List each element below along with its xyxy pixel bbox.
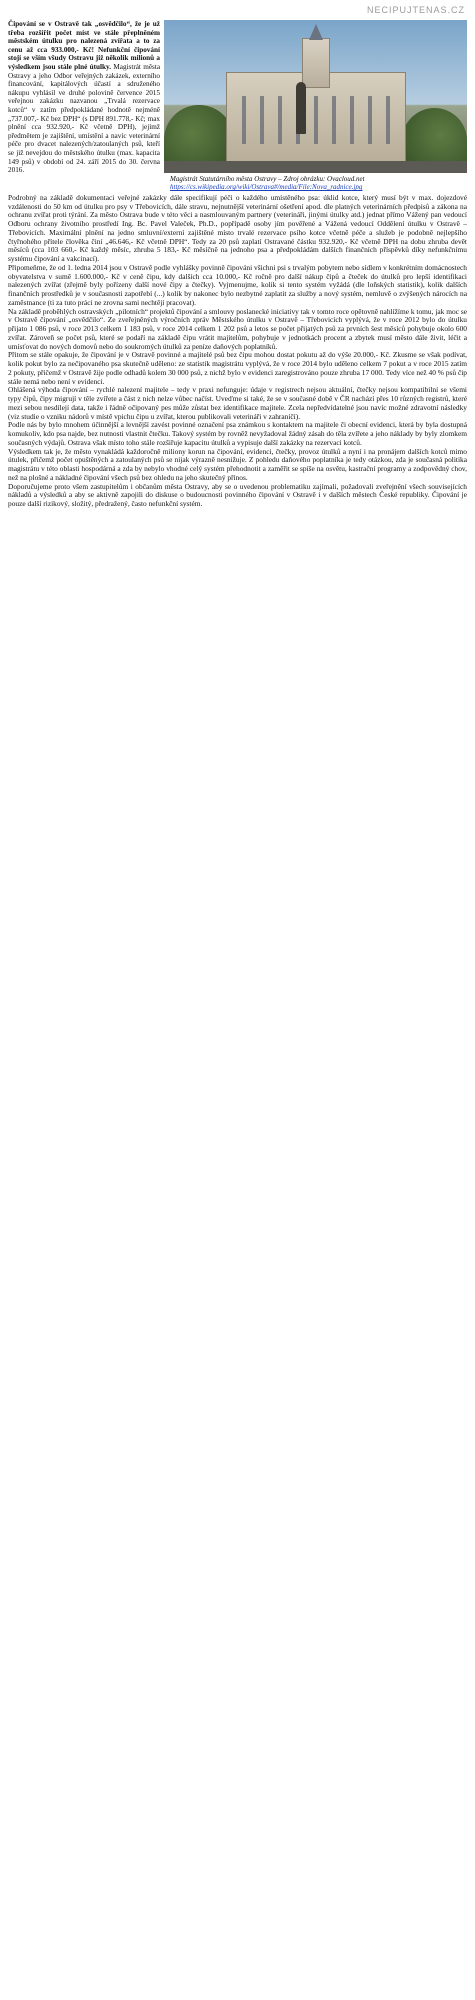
site-header bbox=[0, 0, 475, 20]
paragraph: Přitom se stále opakuje, že čipování je v Ostravě povinné a majitelé psů bez čipu mohou dostat pokutu až do výše 20.000,- Kč. Zkusme se však podívat, kolik pokut bylo za nečipovaného psa skutečně uděleno: ze statistik magistrátu vyplývá, že v roce 2014 bylo uděleno celkem 7 pokut a v roce 2015 zatím 2 pokuty, přičemž v Ostravě žije podle odhadů kolem 30 000 psů, z nichž bylo v evidenci zaregistrováno pouze zhruba 17 000. Tedy více než 40 % psů čip stále nemá nebo není v evidenci. bbox=[8, 350, 467, 386]
paragraph: Na základě proběhlých ostravských „pilotních“ projektů čipování a smlouvy poslanecké iniciativy tak v tomto roce opětovně nahlížíme k tomu, jak moc se v Ostravě čipování „osvědčilo“. Ze zveřejněných výročních zpráv Městského útulku v Ostravě – Třebovicích vyplývá, že v roce 2012 bylo do útulku přijato 1 086 psů, v roce 2013 celkem 1 183 psů, v roce 2014 celkem 1 202 psů a letos se počet přijatých psů za prvních šest měsíců pohybuje okolo 600 zvířat. Zároveň se počet psů, které se podaří na základě čipu vrátit majitelům, pohybuje v jednotkách procent a zbytek musí město dále živit, léčit a umísťovat do nových domovů nebo do soukromých útulků za peníze daňových poplatníků. bbox=[8, 306, 467, 351]
city-hall-photo bbox=[164, 20, 467, 173]
figure bbox=[164, 20, 467, 192]
paragraph: Podle nás by bylo mnohem účinnější a levnější zavést povinné označení psa známkou s kontaktem na majitele či obecní evidenci, která by byla dostupná komukoliv, kdo psa najde, bez nutnosti vlastnit čtečku. Takový systém by rovněž nevyžadoval žádný zásah do těla zvířete a jeho náklady by byly zlomkem současných výdajů. Ostrava však místo toho stále rozšiřuje kapacitu útulků a vypisuje další zakázky na rezervaci kotců. bbox=[8, 420, 467, 447]
caption-text: Magistrát Statutárního města Ostravy – Zdroj obrázku: Ovacloud.net bbox=[170, 175, 365, 183]
article-body bbox=[8, 194, 467, 509]
article-intro bbox=[8, 20, 160, 192]
road bbox=[164, 161, 467, 173]
statue bbox=[296, 82, 306, 134]
site-logo[interactable]: NECIPUJTENAS.CZ bbox=[366, 5, 465, 15]
article bbox=[8, 20, 467, 509]
article-intro-text: Magistrát města Ostravy a jeho Odbor veřejných zakázek, externího financování, kapitálových účastí a sdruženého nákupu vyhlásil ve druhé polovině července 2015 veřejnou zakázku nazvanou „Trvalá rezervace kotců“ v zatím předpokládané hodnotě nejméně „737.007,- Kč bez DPH“ (s DPH 891.778,- Kč; max plnění cca 932.920,- Kč včetně DPH), jejímž předmětem je zajištění, umístění a navíc veterinární péče pro dvacet nalezených/zatoulaných psů, kteří se již nevejdou do městského útulku (max. kapacita 149 psů) v období od 24. září 2015 do 30. června 2016. bbox=[8, 62, 161, 175]
article-intro-bold: Čipování se v Ostravě tak „osvědčilo“, že je už třeba rozšířit počet míst ve stále přeplněném městském útulku pro nalezená zvířata a to za cenu až cca 933.000,- Kč! Nefunkční čipování stojí se vším všudy Ostravu již několik milionů a výsledkem jsou stále plné útulky. bbox=[8, 20, 160, 71]
photo-caption bbox=[164, 173, 467, 192]
article-top bbox=[8, 20, 467, 192]
paragraph: Ohlášená výhoda čipování – rychlé nalezení majitele – tedy v praxi nefunguje: údaje v registrech nejsou aktuální, čtečky nejsou kompatibilní se všemi typy čipů, čipy migrují v těle zvířete a část z nich nelze vůbec načíst. Uveďme si také, že se v současné době v ČR nachází přes 10 různých registrů, které mezi sebou nesdílejí data, takže i řádně očipovaný pes může zůstat bez identifikace majitele. Zcela nepředvídatelné jsou navíc možné zdravotní následky (viz studie o vzniku nádorů v místě vpichu čipu u zvířat, kterou publikovali veterináři v zahraničí). bbox=[8, 385, 467, 421]
paragraph: Podrobný na základě dokumentaci veřejné zakázky dále specifikují péči o každého umístěného psa: úklid kotce, který musí být v max. dojezdové vzdálenosti do 50 km od útulku pro psy v Třebovicích, dále stravu, nejnutnější veterinární ošetření apod. dle platných veterinárních předpisů a zákona na ochranu zvířat proti týrání. Za město Ostrava bude v této věci a nasmlouvaným partnery (veterináři, jinými útulky atd.) jednat přímo Vážený pan vedoucí Odboru ochrany životního prostředí Ing. Bc. Pavel Valeček, Ph.D., popřípadě osoby jím pověřené a Vážená vedoucí Oddělení útulku v Ostravě – Třebovicích. Maximální plnění na jedno smluvní/externí zajištěné místo trvalé rezervace psího kotce včetně péče a služeb je podobně nejlepšího čtyřnohého přítele člověka činí „46.646,- Kč včetně DPH“. Tedy za 20 psů zaplatí Ostravané částku 932.920,- Kč včetně DPH na dobu zhruba devět měsíců (cca 103 660,- Kč každý měsíc, zhruba 5 183,- Kč měsíčně na jednoho psa a předpokládám dalších finančních příspěvků díky nefunkčnímu systému čipování a vakcinací). bbox=[8, 192, 467, 264]
paragraph: Výsledkem tak je, že město vynakládá každoročně miliony korun na čipování, evidenci, čtečky, provoz útulků a nyní i na pronájem dalších kotců mimo útulek, přičemž počet opuštěných a zatoulaných psů se nijak výrazně nesnižuje. Z pohledu daňového poplatníka je tedy otázkou, zda je současná politika magistrátu v této oblasti hospodárná a zda by nebylo vhodné celý systém přehodnotit a zaměřit se spíše na osvětu, kastrační programy a zodpovědný chov, než na plošné a nákladné čipování všech psů bez ohledu na jeho skutečný přínos. bbox=[8, 446, 467, 482]
tower-top bbox=[309, 24, 323, 40]
caption-source-link[interactable]: https://cs.wikipedia.org/wiki/Ostrava#/media/File:Nova_radnice.jpg bbox=[170, 183, 363, 192]
building-windows bbox=[234, 96, 398, 144]
paragraph: Doporučujeme proto všem zastupitelům i občanům města Ostravy, aby se o uvedenou problematiku zajímali, požadovali zveřejnění všech souvisejících nákladů a výsledků a aby se aktivně zapojili do diskuse o budoucnosti povinného čipování v Ostravě i v dalších městech České republiky. Čipování je pouze další rizikový, složitý, předražený, často nefunkční systém. bbox=[8, 481, 467, 509]
tower bbox=[302, 38, 330, 88]
paragraph: Připomeňme, že od 1. ledna 2014 jsou v Ostravě podle vyhlášky povinně čipováni všichni psi s trvalým pobytem nebo sídlem v konkrétním domácnostech obyvatelstva v sumě 1.600.000,- Kč v ceně čipu, kdy dalších cca 10.000,- Kč ročně pro další nákup čipů a čteček do útulků pro lepší identifikaci nalezených zvířat (zřejmě byly pořízeny další nové čipy a čtečky). Vyjmenujme, kolik si tento systém vyžádá (dle loňských statistik), kolik dalších finančních prostředků je v současnosti zapotřebí (...) kolik by nakonec bylo nezbytné zaplatit za služby a nový systém, nemluvě o zvýšených nárocích na zaměstnance (ti za tuto práci ne zrovna sami nechtějí pracovat). bbox=[8, 262, 467, 307]
